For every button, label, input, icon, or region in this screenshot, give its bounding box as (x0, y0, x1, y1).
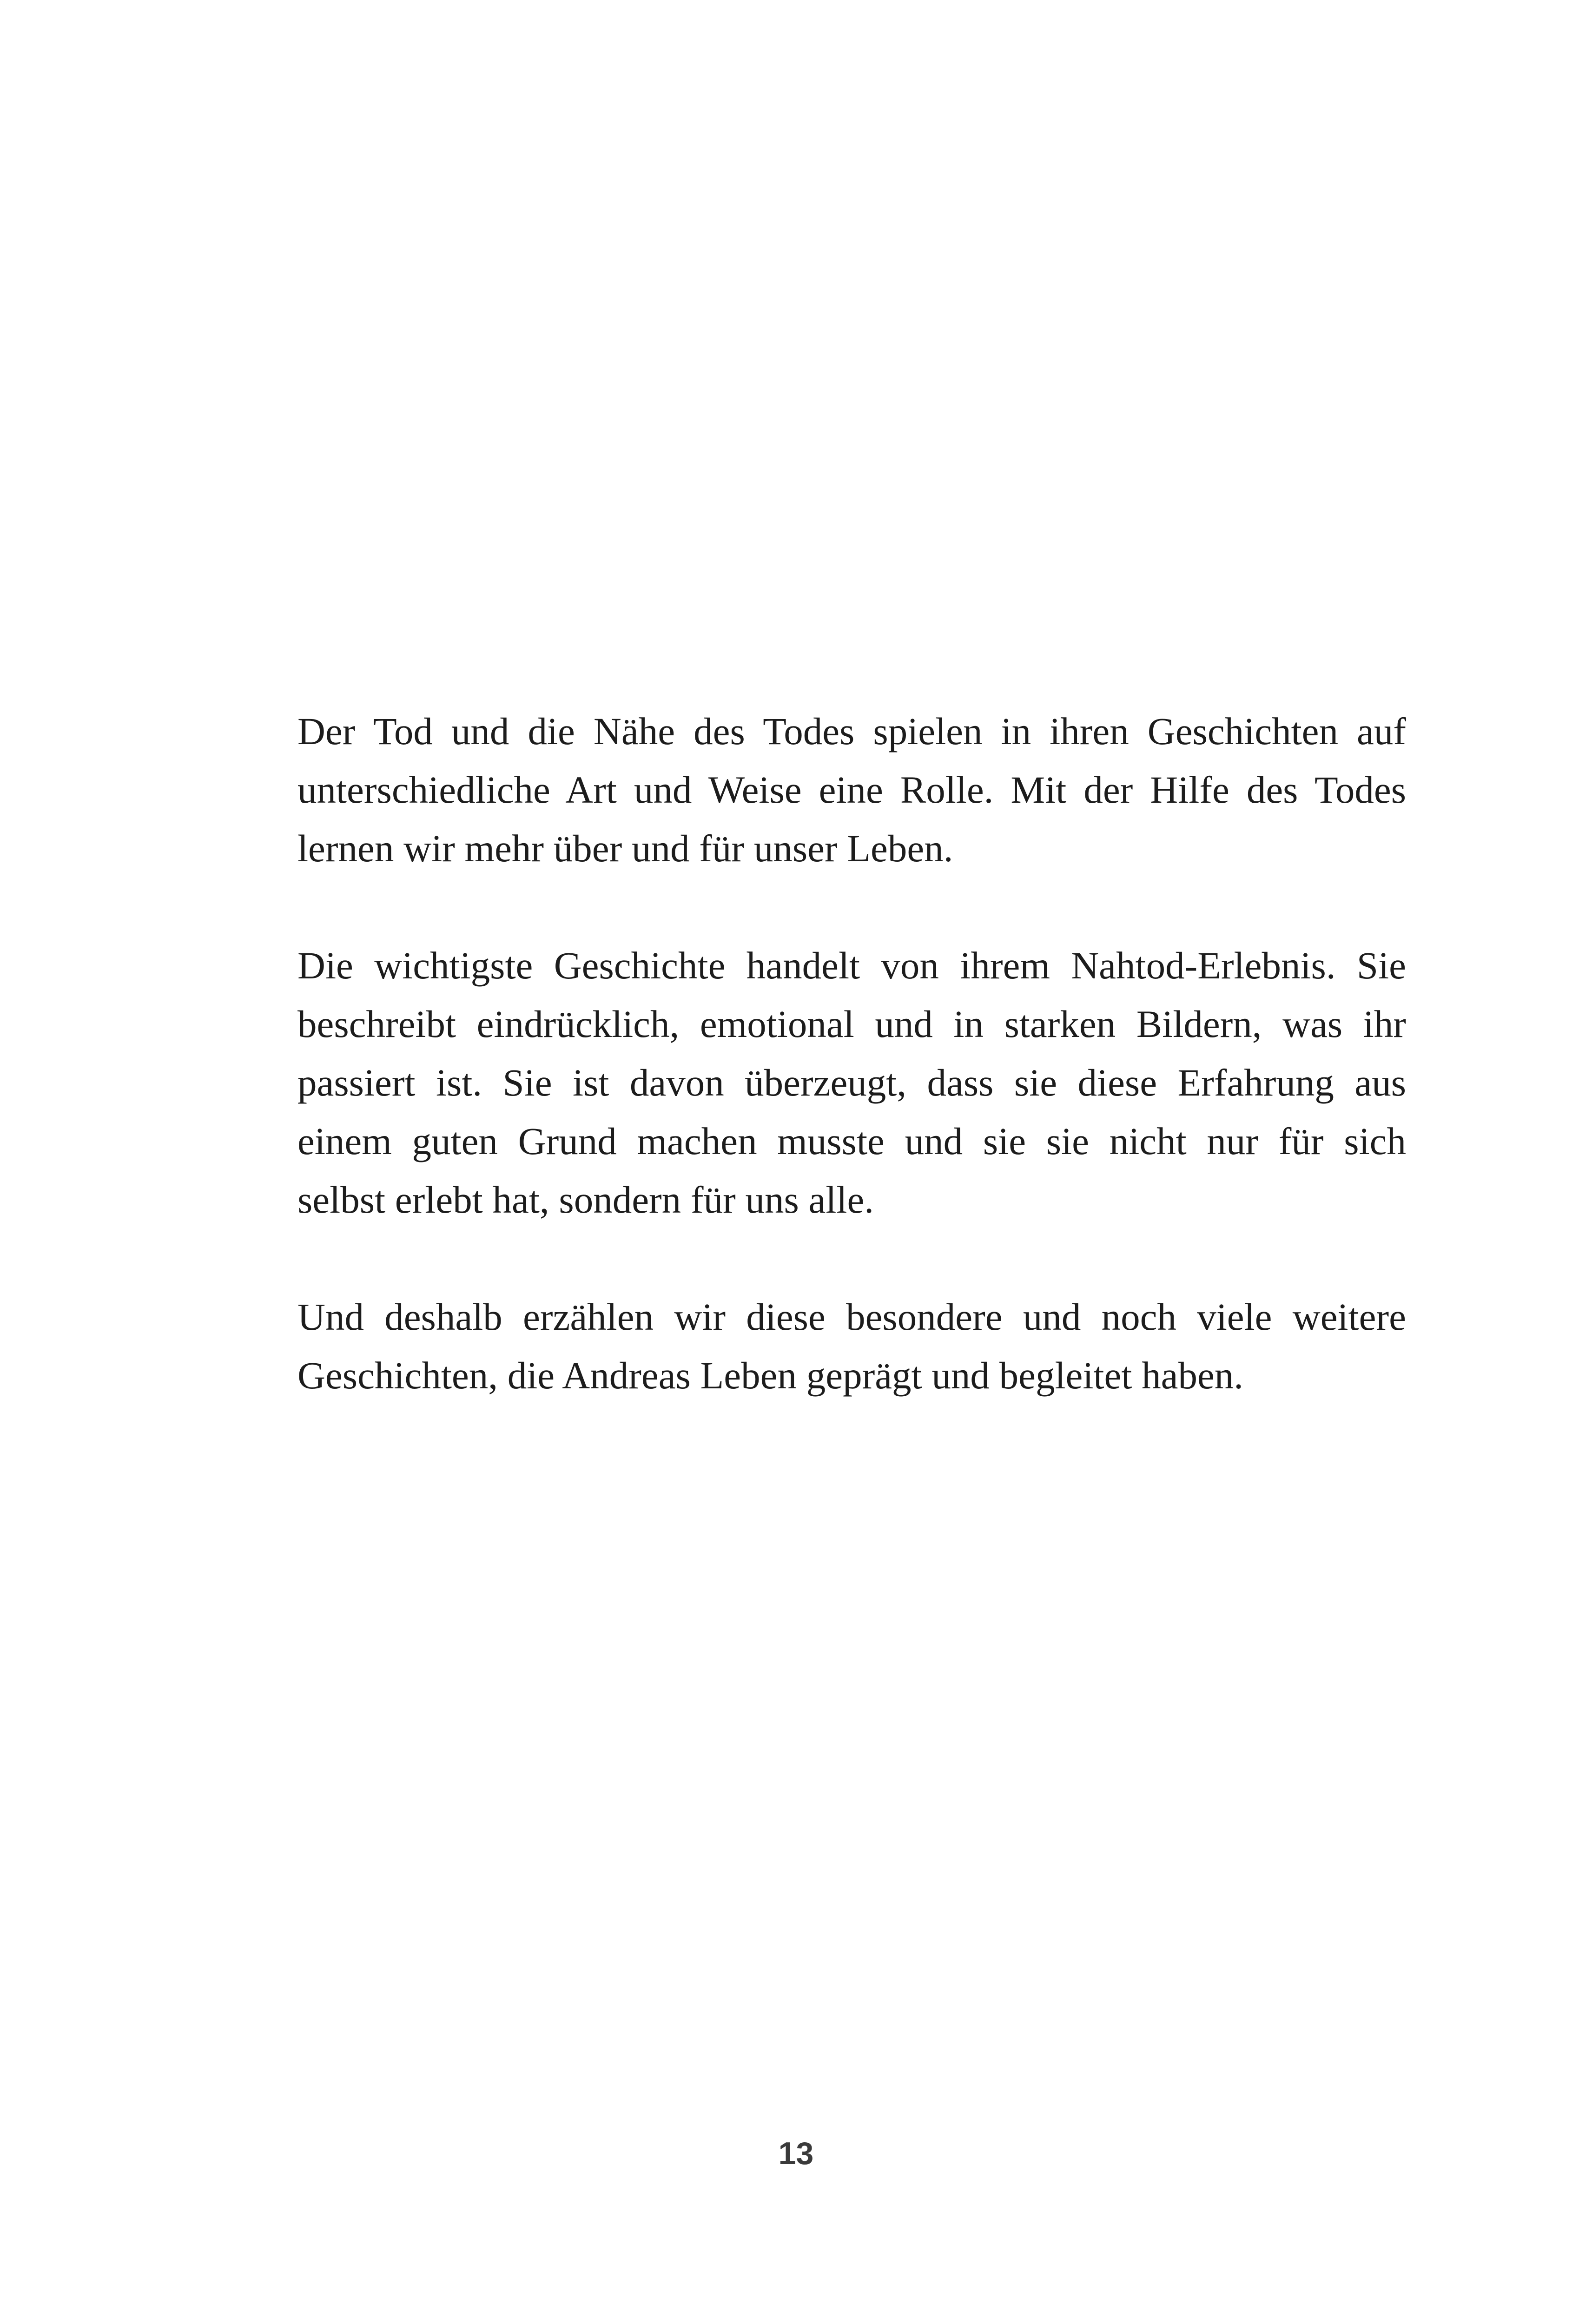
text-line: Der Tod und die Nähe des Todes spielen in ihren Geschichten auf (297, 710, 1406, 753)
text-line: unterschiedliche Art und Weise eine Rolle. Mit der Hilfe des Todes (297, 768, 1406, 811)
text-line: lernen wir mehr über und für unser Leben. (297, 827, 953, 870)
paragraph-1 (297, 702, 1406, 878)
text-line: passiert ist. Sie ist davon überzeugt, dass sie diese Erfahrung aus (297, 1061, 1406, 1104)
text-line: einem guten Grund machen musste und sie sie nicht nur für sich (297, 1120, 1406, 1162)
text-line: Die wichtigste Geschichte handelt von ihrem Nahtod-Erlebnis. Sie (297, 944, 1406, 987)
paragraph-3 (297, 1287, 1406, 1405)
text-line: beschreibt eindrücklich, emotional und in starken Bildern, was ihr (297, 1003, 1406, 1045)
body-text (297, 702, 1406, 1463)
paragraph-2 (297, 936, 1406, 1229)
page-number: 13 (778, 2136, 814, 2171)
text-line: Und deshalb erzählen wir diese besondere und noch viele weitere (297, 1295, 1406, 1338)
text-line: selbst erlebt hat, sondern für uns alle. (297, 1178, 874, 1221)
text-line: Geschichten, die Andreas Leben geprägt und begleitet haben. (297, 1354, 1244, 1397)
